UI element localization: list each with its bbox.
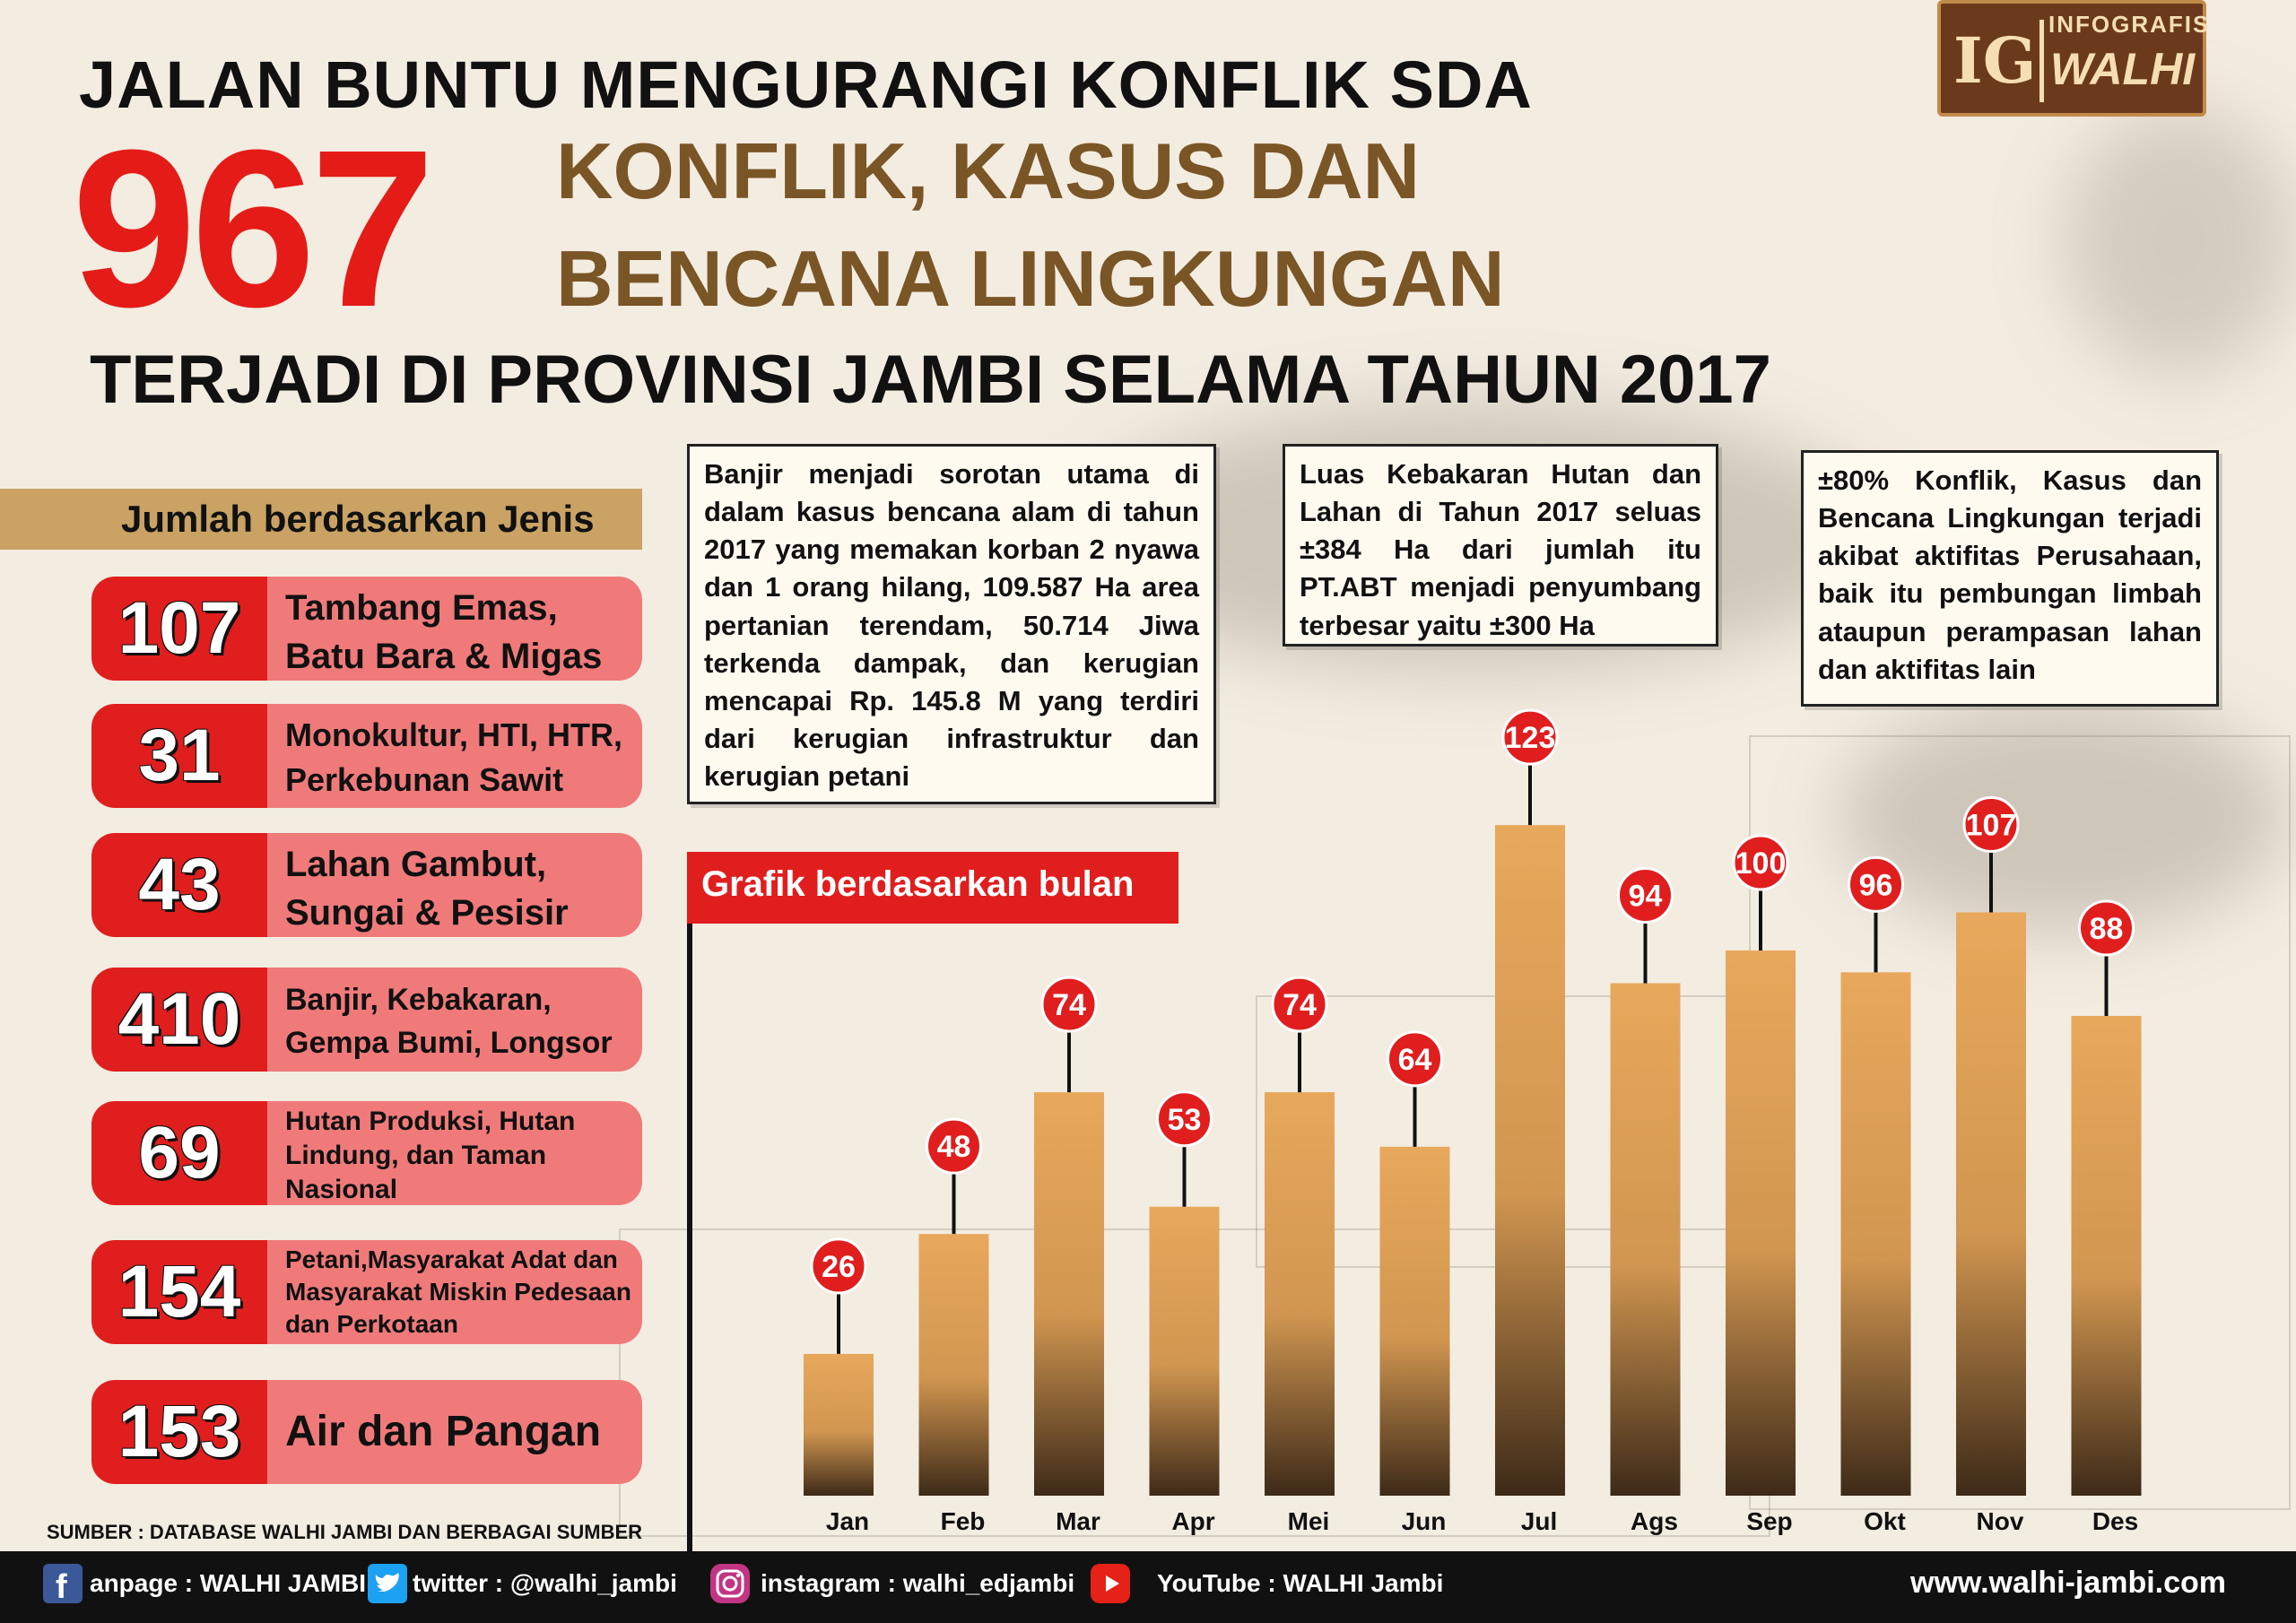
total-count: 967 bbox=[72, 103, 430, 353]
instagram-icon[interactable] bbox=[710, 1564, 750, 1603]
data-label: 26 bbox=[822, 1249, 856, 1284]
data-label: 96 bbox=[1858, 868, 1893, 903]
info-box-kebakaran: Luas Kebakaran Hutan dan Lahan di Tahun 2017 seluas ±384 Ha dari jumlah itu PT.ABT menjadi penyumbang terbesar yaitu ±300 Ha bbox=[1283, 444, 1718, 647]
jenis-label: Monokultur, HTI, HTR, Perkebunan Sawit bbox=[285, 716, 622, 798]
logo-infografis: INFOGRAFIS bbox=[2048, 11, 2211, 38]
x-tick-label: Mei bbox=[1287, 1507, 1330, 1535]
jenis-value: 154 bbox=[91, 1240, 267, 1344]
subtitle: TERJADI DI PROVINSI JAMBI SELAMA TAHUN 2017 bbox=[90, 342, 1771, 418]
data-label: 48 bbox=[936, 1130, 971, 1165]
chart-bar bbox=[1265, 1092, 1335, 1496]
jenis-value: 153 bbox=[91, 1380, 267, 1484]
jenis-label: Tambang Emas, Batu Bara & Migas bbox=[285, 588, 603, 676]
chart-bar bbox=[1150, 1207, 1220, 1496]
x-tick-label: Jul bbox=[1520, 1507, 1558, 1535]
x-tick-label: Ags bbox=[1631, 1507, 1678, 1535]
x-tick-label: Jun bbox=[1401, 1507, 1447, 1535]
data-label: 74 bbox=[1283, 988, 1317, 1023]
x-tick-label: Des bbox=[2092, 1507, 2139, 1535]
jenis-header-label: Jumlah berdasarkan Jenis bbox=[121, 498, 595, 540]
chart-bar bbox=[1034, 1092, 1104, 1496]
jenis-label: Banjir, Kebakaran, Gempa Bumi, Longsor bbox=[285, 983, 613, 1060]
logo-ig: IG bbox=[1953, 23, 2037, 98]
jenis-value: 69 bbox=[91, 1101, 267, 1205]
chart-bar bbox=[1841, 972, 1911, 1496]
x-tick-label: Jan bbox=[825, 1507, 870, 1535]
data-label: 88 bbox=[2089, 911, 2124, 946]
headline-line-2: BENCANA LINGKUNGAN bbox=[556, 234, 1505, 323]
x-tick-label: Mar bbox=[1056, 1507, 1100, 1535]
x-tick-label: Okt bbox=[1864, 1507, 1906, 1535]
x-tick-label: Nov bbox=[1976, 1507, 2024, 1535]
instagram-link[interactable]: instagram : walhi_edjambi bbox=[761, 1569, 1075, 1597]
headline-line-1: KONFLIK, KASUS DAN bbox=[556, 126, 1421, 215]
jenis-label: Hutan Produksi, Hutan Lindung, dan Taman Nasional bbox=[285, 1107, 576, 1204]
jenis-value: 410 bbox=[91, 968, 267, 1072]
chart-bar bbox=[804, 1354, 874, 1496]
data-label: 107 bbox=[1965, 808, 2017, 843]
chart-bar bbox=[1956, 912, 2026, 1496]
info-box-banjir: Banjir menjadi sorotan utama di dalam kasus bencana alam di tahun 2017 yang memakan korban 2 nyawa dan 1 orang hilang, 109.587 Ha area pertanian terendam, 50.714 Jiwa terkenda dampak, dan kerugian mencapai Rp. 145.8 M yang terdiri dari kerugian infrastruktur dan kerugian petani bbox=[687, 444, 1216, 804]
chart-bar bbox=[1380, 1147, 1450, 1496]
jenis-value: 43 bbox=[91, 833, 267, 937]
data-label: 74 bbox=[1052, 988, 1086, 1023]
website-link[interactable]: www.walhi-jambi.com bbox=[1910, 1566, 2227, 1600]
svg-text:f: f bbox=[56, 1568, 67, 1603]
jenis-value: 107 bbox=[91, 577, 267, 681]
youtube-icon[interactable] bbox=[1091, 1564, 1130, 1603]
data-label: 100 bbox=[1735, 846, 1787, 881]
data-label: 94 bbox=[1628, 879, 1663, 914]
youtube-link[interactable]: YouTube : WALHI Jambi bbox=[1157, 1569, 1444, 1597]
facebook-link[interactable]: anpage : WALHI JAMBI bbox=[90, 1569, 367, 1597]
facebook-icon[interactable] bbox=[43, 1564, 83, 1603]
footer bbox=[0, 1551, 2296, 1623]
jenis-value: 31 bbox=[91, 704, 267, 808]
chart-bar bbox=[2072, 1016, 2142, 1496]
page-title: JALAN BUNTU MENGURANGI KONFLIK SDA bbox=[79, 48, 1533, 122]
twitter-link[interactable]: twitter : @walhi_jambi bbox=[413, 1569, 677, 1597]
data-label: 64 bbox=[1397, 1042, 1432, 1077]
logo-walhi: WALHI bbox=[2050, 44, 2196, 94]
data-label: 123 bbox=[1504, 721, 1556, 756]
chart-title: Grafik berdasarkan bulan bbox=[701, 864, 1135, 904]
jenis-label: Petani,Masyarakat Adat dan Masyarakat Miskin Pedesaan dan Perkotaan bbox=[285, 1245, 631, 1338]
chart-bar bbox=[919, 1234, 989, 1496]
jenis-label: Lahan Gambut, Sungai & Pesisir bbox=[285, 845, 569, 933]
x-tick-label: Apr bbox=[1171, 1507, 1215, 1535]
chart-bar bbox=[1495, 825, 1565, 1496]
x-tick-label: Feb bbox=[940, 1507, 986, 1535]
chart-bar bbox=[1611, 983, 1681, 1496]
data-label: 53 bbox=[1167, 1102, 1202, 1137]
x-tick-label: Sep bbox=[1746, 1507, 1793, 1535]
twitter-icon[interactable] bbox=[368, 1564, 407, 1603]
source-note: SUMBER : DATABASE WALHI JAMBI DAN BERBAGAI SUMBER bbox=[47, 1521, 643, 1543]
chart-bar bbox=[1726, 950, 1796, 1496]
info-box-perusahaan: ±80% Konflik, Kasus dan Bencana Lingkungan terjadi akibat aktifitas Perusahaan, baik itu pembungan limbah ataupun perampasan lahan dan aktifitas lain bbox=[1801, 450, 2219, 707]
jenis-label: Air dan Pangan bbox=[285, 1408, 602, 1455]
